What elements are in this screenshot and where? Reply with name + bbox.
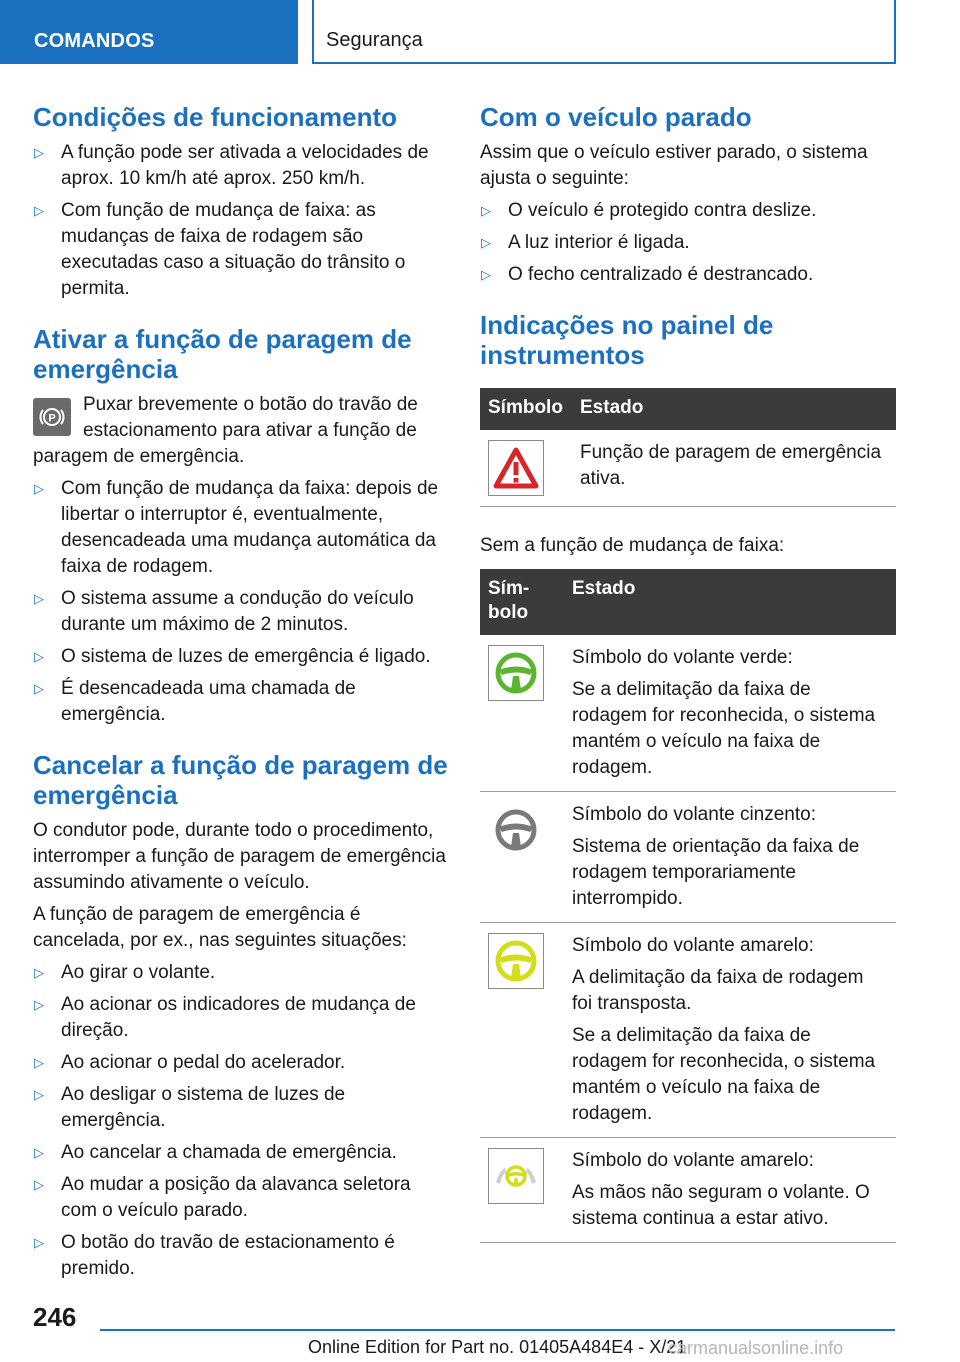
parking-brake-icon bbox=[33, 398, 71, 436]
header-chapter-label: Segurança bbox=[326, 29, 423, 51]
triangle-bullet-icon: ▷ bbox=[481, 235, 491, 250]
header-section-label: COMANDOS bbox=[34, 30, 155, 52]
state-cell: Função de paragem de emergência ativa. bbox=[572, 430, 896, 507]
steering-wheel-grey-icon bbox=[488, 802, 544, 858]
list-item: ▷ Ao mudar a posição da alavanca seletora com o veículo parado. bbox=[34, 1174, 411, 1221]
stopped-intro: Assim que o veículo estiver parado, o sistema ajusta o seguinte: bbox=[480, 142, 868, 189]
column-header-symbol: Símbolo bbox=[480, 388, 572, 430]
triangle-bullet-icon: ▷ bbox=[34, 1145, 44, 1160]
cancel-paragraph-2: A função de paragem de emergência é cancelada, por ex., nas seguintes situações: bbox=[33, 904, 407, 951]
steering-wheel-yellow-icon bbox=[488, 933, 544, 989]
column-header-symbol: Sím-bolo bbox=[480, 569, 564, 635]
state-cell: Símbolo do volante amarelo: As mãos não seguram o volante. O sistema continua a estar ativo. bbox=[564, 1138, 896, 1243]
emergency-indicator-table bbox=[480, 388, 896, 507]
triangle-bullet-icon: ▷ bbox=[34, 681, 44, 696]
list-item: ▷ É desencadeada uma chamada de emergência. bbox=[34, 678, 356, 725]
list-item: ▷ O veículo é protegido contra deslize. bbox=[480, 198, 896, 224]
triangle-bullet-icon: ▷ bbox=[34, 965, 44, 980]
triangle-bullet-icon: ▷ bbox=[34, 1177, 44, 1192]
conditions-list bbox=[33, 140, 449, 302]
symbol-cell bbox=[480, 1138, 564, 1243]
table-row bbox=[480, 1138, 896, 1243]
list-item: ▷ Com função de mudança de faixa: as mudanças de faixa de rodagem são executadas caso a situação do trânsito o permita. bbox=[34, 200, 406, 299]
page-number: 246 bbox=[33, 1302, 77, 1332]
triangle-bullet-icon: ▷ bbox=[34, 145, 44, 160]
watermark: carmanualsonline.info bbox=[668, 1338, 844, 1358]
column-header-state: Estado bbox=[572, 388, 896, 430]
triangle-bullet-icon: ▷ bbox=[34, 649, 44, 664]
header-section-tab bbox=[0, 0, 298, 64]
steering-wheel-hands-icon bbox=[488, 1148, 544, 1204]
triangle-bullet-icon: ▷ bbox=[34, 997, 44, 1012]
steering-wheel-green-icon bbox=[488, 645, 544, 701]
conditions-section bbox=[33, 102, 449, 302]
right-column bbox=[480, 96, 896, 1269]
indications-section bbox=[480, 310, 896, 1243]
lane-keeping-table bbox=[480, 569, 896, 1243]
symbol-cell bbox=[480, 792, 564, 923]
state-cell: Símbolo do volante cinzento: Sistema de orientação da faixa de rodagem temporariamente interrompido. bbox=[564, 792, 896, 923]
stopped-list bbox=[480, 198, 896, 288]
table-row bbox=[480, 792, 896, 923]
table-row bbox=[480, 923, 896, 1138]
list-item: ▷ Ao desligar o sistema de luzes de emergência. bbox=[34, 1084, 346, 1131]
activate-section bbox=[33, 324, 449, 728]
list-item: ▷ Ao girar o volante. bbox=[33, 960, 449, 986]
no-lane-change-label: Sem a função de mudança de faixa: bbox=[480, 535, 785, 556]
state-cell: Símbolo do volante verde: Se a delimitação da faixa de rodagem for reconhecida, o sistema mantém o veículo na faixa de rodagem. bbox=[564, 635, 896, 792]
list-item: ▷ O fecho centralizado é destrancado. bbox=[480, 262, 896, 288]
list-item: ▷ O botão do travão de estacionamento é premido. bbox=[34, 1232, 395, 1279]
symbol-cell bbox=[480, 635, 564, 792]
cancel-title: Cancelar a função de paragem de emergência bbox=[33, 750, 448, 810]
footer-edition: Online Edition for Part no. 01405A484E4 - X/21 bbox=[308, 1337, 687, 1357]
list-item: ▷ Com função de mudança da faixa: depois de libertar o interruptor é, eventualmente, desencadeada uma mudança automática da faixa de rodagem. bbox=[34, 478, 439, 577]
activate-list bbox=[33, 476, 449, 728]
list-item: ▷ Ao cancelar a chamada de emergência. bbox=[33, 1140, 449, 1166]
left-column bbox=[33, 96, 449, 1304]
stopped-title: Com o veículo parado bbox=[480, 102, 752, 132]
activate-text: Puxar brevemente o botão do travão de estacionamento para ativar a função de paragem de emergência. bbox=[33, 394, 418, 467]
indications-title: Indicações no painel de instrumentos bbox=[480, 310, 774, 370]
list-item: ▷ Ao acionar os indicadores de mudança de direção. bbox=[34, 994, 416, 1041]
svg-text:P: P bbox=[48, 412, 56, 425]
symbol-cell bbox=[480, 923, 564, 1138]
symbol-cell bbox=[480, 430, 572, 507]
list-item: ▷ O sistema assume a condução do veículo durante um máximo de 2 minutos. bbox=[34, 588, 414, 635]
conditions-title: Condições de funcionamento bbox=[33, 102, 398, 132]
list-item: ▷ O sistema de luzes de emergência é ligado. bbox=[33, 644, 449, 670]
table-row bbox=[480, 430, 896, 507]
triangle-bullet-icon: ▷ bbox=[34, 1087, 44, 1102]
list-item: ▷ A luz interior é ligada. bbox=[480, 230, 896, 256]
triangle-bullet-icon: ▷ bbox=[34, 1235, 44, 1250]
table-header-row bbox=[480, 388, 896, 430]
column-header-state: Estado bbox=[564, 569, 896, 635]
table-header-row bbox=[480, 569, 896, 635]
triangle-bullet-icon: ▷ bbox=[34, 481, 44, 496]
parking-brake-instruction bbox=[33, 392, 449, 470]
triangle-bullet-icon: ▷ bbox=[34, 591, 44, 606]
header-chapter-tab bbox=[312, 0, 896, 64]
triangle-bullet-icon: ▷ bbox=[481, 203, 491, 218]
list-item: ▷ Ao acionar o pedal do acelerador. bbox=[33, 1050, 449, 1076]
triangle-bullet-icon: ▷ bbox=[34, 1055, 44, 1070]
triangle-bullet-icon: ▷ bbox=[34, 203, 44, 218]
activate-title: Ativar a função de paragem de emergência bbox=[33, 324, 412, 384]
footer-divider bbox=[100, 1329, 895, 1331]
stopped-section bbox=[480, 102, 896, 288]
triangle-bullet-icon: ▷ bbox=[481, 267, 491, 282]
warning-triangle-icon bbox=[488, 440, 544, 496]
state-cell: Símbolo do volante amarelo: A delimitação da faixa de rodagem foi transposta. Se a delimitação da faixa de rodagem for reconhecida, o sistema mantém o veículo na faixa de rodagem. bbox=[564, 923, 896, 1138]
table-row bbox=[480, 635, 896, 792]
cancel-paragraph-1: O condutor pode, durante todo o procedimento, interromper a função de paragem de emergência assumindo ativamente o veículo. bbox=[33, 820, 446, 893]
list-item: ▷ A função pode ser ativada a velocidades de aprox. 10 km/h até aprox. 250 km/h. bbox=[34, 142, 429, 189]
cancel-list bbox=[33, 960, 449, 1282]
cancel-section bbox=[33, 750, 449, 1282]
